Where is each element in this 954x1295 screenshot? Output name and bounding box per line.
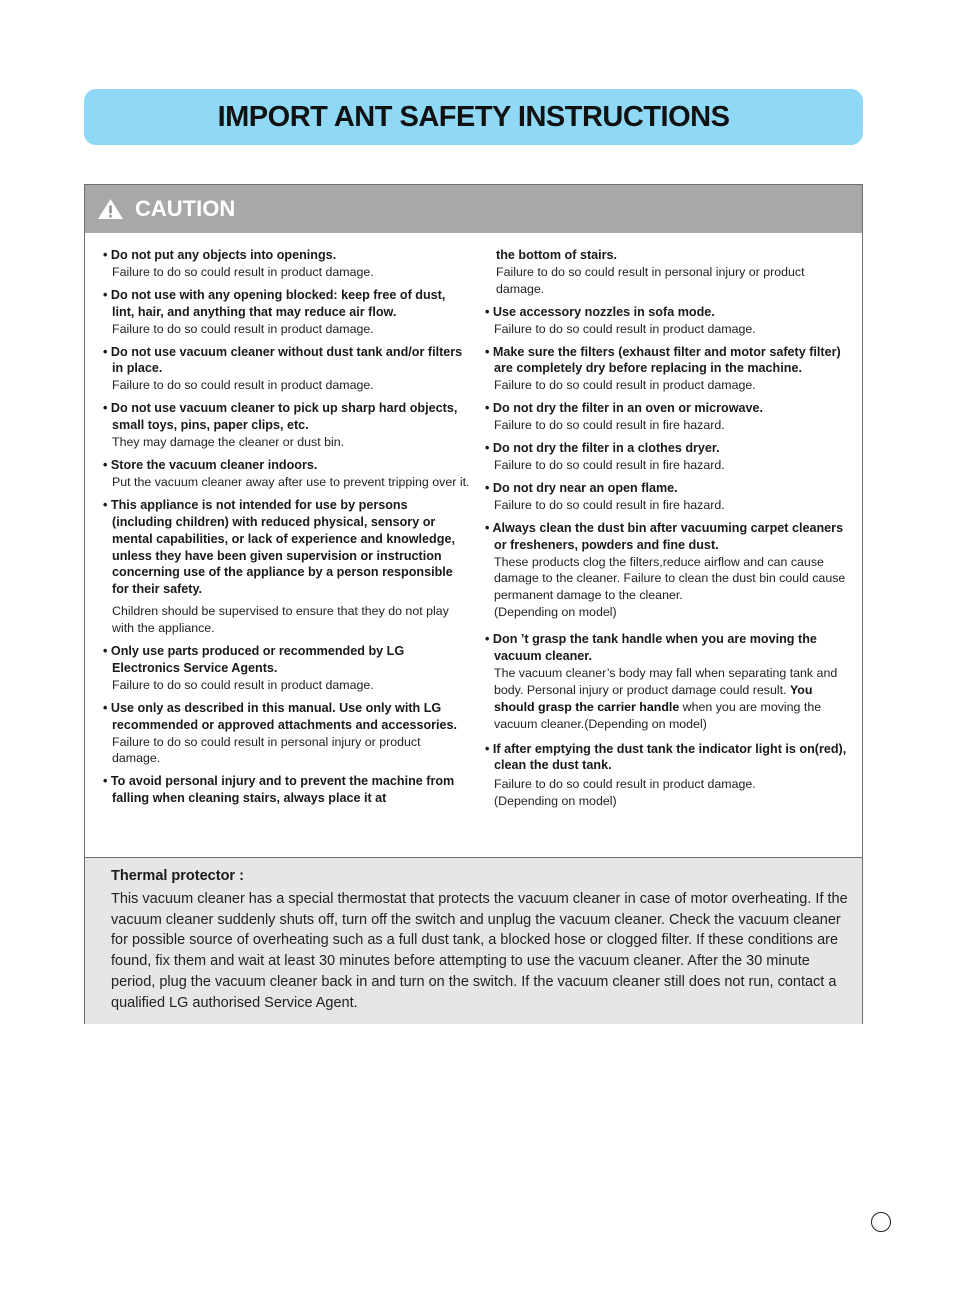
item-note: (Depending on model) xyxy=(494,605,617,620)
item-body: Children should be supervised to ensure that they do not play with the appliance. xyxy=(112,604,449,636)
item-body: They may damage the cleaner or dust bin. xyxy=(112,435,345,450)
item-heading: • Make sure the filters (exhaust filter and motor safety filter) are completely dry before replacing in the machine. xyxy=(485,344,841,376)
list-item xyxy=(485,440,847,474)
thermal-protector-section xyxy=(85,857,862,1024)
item-body: Failure to do so could result in product damage. xyxy=(112,264,374,279)
item-heading: • Don ’t grasp the tank handle when you are moving the vacuum cleaner. xyxy=(485,632,817,664)
caution-label: CAUTION xyxy=(135,196,236,221)
list-item xyxy=(103,497,471,637)
item-heading: • Do not dry the filter in a clothes dryer. xyxy=(485,441,720,456)
item-body-text: when you are moving the vacuum cleaner.(Depending on model) xyxy=(494,699,822,731)
item-heading-continued: the bottom of stairs. xyxy=(496,248,618,262)
item-heading: • To avoid personal injury and to prevent the machine from falling when cleaning stairs, always place it at xyxy=(103,774,455,806)
item-heading: • This appliance is not intended for use by persons (including children) with reduced physical, sensory or mental capabilities, or lack of experience and knowledge, unless they have been given supervision or instruction concerning use of the appliance by a person responsible for their safety. xyxy=(103,497,455,597)
list-item xyxy=(485,400,847,434)
item-body-emphasis: You should grasp the carrier handle xyxy=(494,682,813,714)
item-body: Failure to do so could result in product damage. xyxy=(112,321,374,336)
list-item xyxy=(485,344,847,395)
list-item xyxy=(485,520,847,621)
item-heading: • Use accessory nozzles in sofa mode. xyxy=(485,304,715,319)
item-body: Failure to do so could result in product damage. xyxy=(494,321,756,336)
item-heading: • Use only as described in this manual. Use only with LG recommended or approved attachments and accessories. xyxy=(103,700,458,732)
caution-header xyxy=(85,185,862,233)
list-item xyxy=(485,631,847,732)
item-body: These products clog the filters,reduce airflow and can cause damage to the cleaner. Failure to clean the dust bin could cause permanent damage to the cleaner. xyxy=(494,554,846,603)
item-heading: • Always clean the dust bin after vacuuming carpet cleaners or fresheners, powders and fine dust. xyxy=(485,520,844,552)
list-item xyxy=(485,304,847,338)
thermal-title: Thermal protector : xyxy=(111,868,244,884)
item-heading: • Do not dry near an open flame. xyxy=(485,480,678,495)
list-item xyxy=(103,247,471,281)
warning-triangle-icon xyxy=(97,198,124,220)
page-title: IMPORT ANT SAFETY INSTRUCTIONS xyxy=(217,100,730,133)
list-item xyxy=(485,247,847,298)
list-item xyxy=(103,643,471,694)
item-body: Failure to do so could result in personal injury or product damage. xyxy=(496,264,805,296)
list-item xyxy=(103,287,471,338)
left-column xyxy=(103,247,471,813)
item-body: Failure to do so could result in product damage. xyxy=(494,777,756,792)
list-item xyxy=(485,480,847,514)
item-heading: • Do not use vacuum cleaner without dust tank and/or filters in place. xyxy=(103,344,463,376)
item-body: Failure to do so could result in personal injury or product damage. xyxy=(112,734,421,766)
item-body-text: The vacuum cleaner’s body may fall when separating tank and body. Personal injury or product damage could result. xyxy=(494,665,838,697)
list-item xyxy=(103,344,471,395)
item-body: Failure to do so could result in product damage. xyxy=(112,378,374,393)
list-item xyxy=(103,400,471,451)
item-heading: • Store the vacuum cleaner indoors. xyxy=(103,457,318,472)
list-item xyxy=(485,741,847,811)
item-body: Failure to do so could result in fire hazard. xyxy=(494,497,725,512)
item-body xyxy=(485,665,847,733)
list-item xyxy=(103,700,471,768)
caution-box xyxy=(84,184,863,1024)
item-heading: • Do not dry the filter in an oven or microwave. xyxy=(485,401,764,416)
thermal-body: This vacuum cleaner has a special thermostat that protects the vacuum cleaner in case of motor overheating. If the vacuum cleaner suddenly shuts off, turn off the switch and unplug the vacuum cleaner. Check the vacuum cleaner for possible source of overheating such as a full dust tank, a blocked hose or clogged filter. If these conditions are found, fix them and wait at least 30 minutes before attempting to use the vacuum cleaner. After the 30 minute period, plug the vacuum cleaner back in and turn on the switch. If the vacuum cleaner still does not run, contact a qualified LG authorised Service Agent. xyxy=(111,891,848,1011)
list-item xyxy=(103,457,471,491)
item-body: Failure to do so could result in fire hazard. xyxy=(494,418,725,433)
item-note: (Depending on model) xyxy=(494,794,617,809)
item-heading: • Do not use vacuum cleaner to pick up sharp hard objects, small toys, pins, paper clips, etc. xyxy=(103,401,458,433)
item-body: Failure to do so could result in product damage. xyxy=(494,378,756,393)
right-column xyxy=(485,247,847,816)
title-banner xyxy=(84,89,863,145)
item-heading: • If after emptying the dust tank the indicator light is on(red), clean the dust tank. xyxy=(485,741,847,773)
item-heading: • Do not put any objects into openings. xyxy=(103,248,337,262)
item-body: Put the vacuum cleaner away after use to prevent tripping over it. xyxy=(112,474,470,489)
list-item xyxy=(103,773,471,807)
item-heading: • Do not use with any opening blocked: keep free of dust, lint, hair, and anything that may reduce air flow. xyxy=(103,287,446,319)
item-body: Failure to do so could result in fire hazard. xyxy=(494,457,725,472)
page-number-circle xyxy=(871,1212,891,1232)
item-body: Failure to do so could result in product damage. xyxy=(112,677,374,692)
item-heading: • Only use parts produced or recommended by LG Electronics Service Agents. xyxy=(103,644,405,675)
